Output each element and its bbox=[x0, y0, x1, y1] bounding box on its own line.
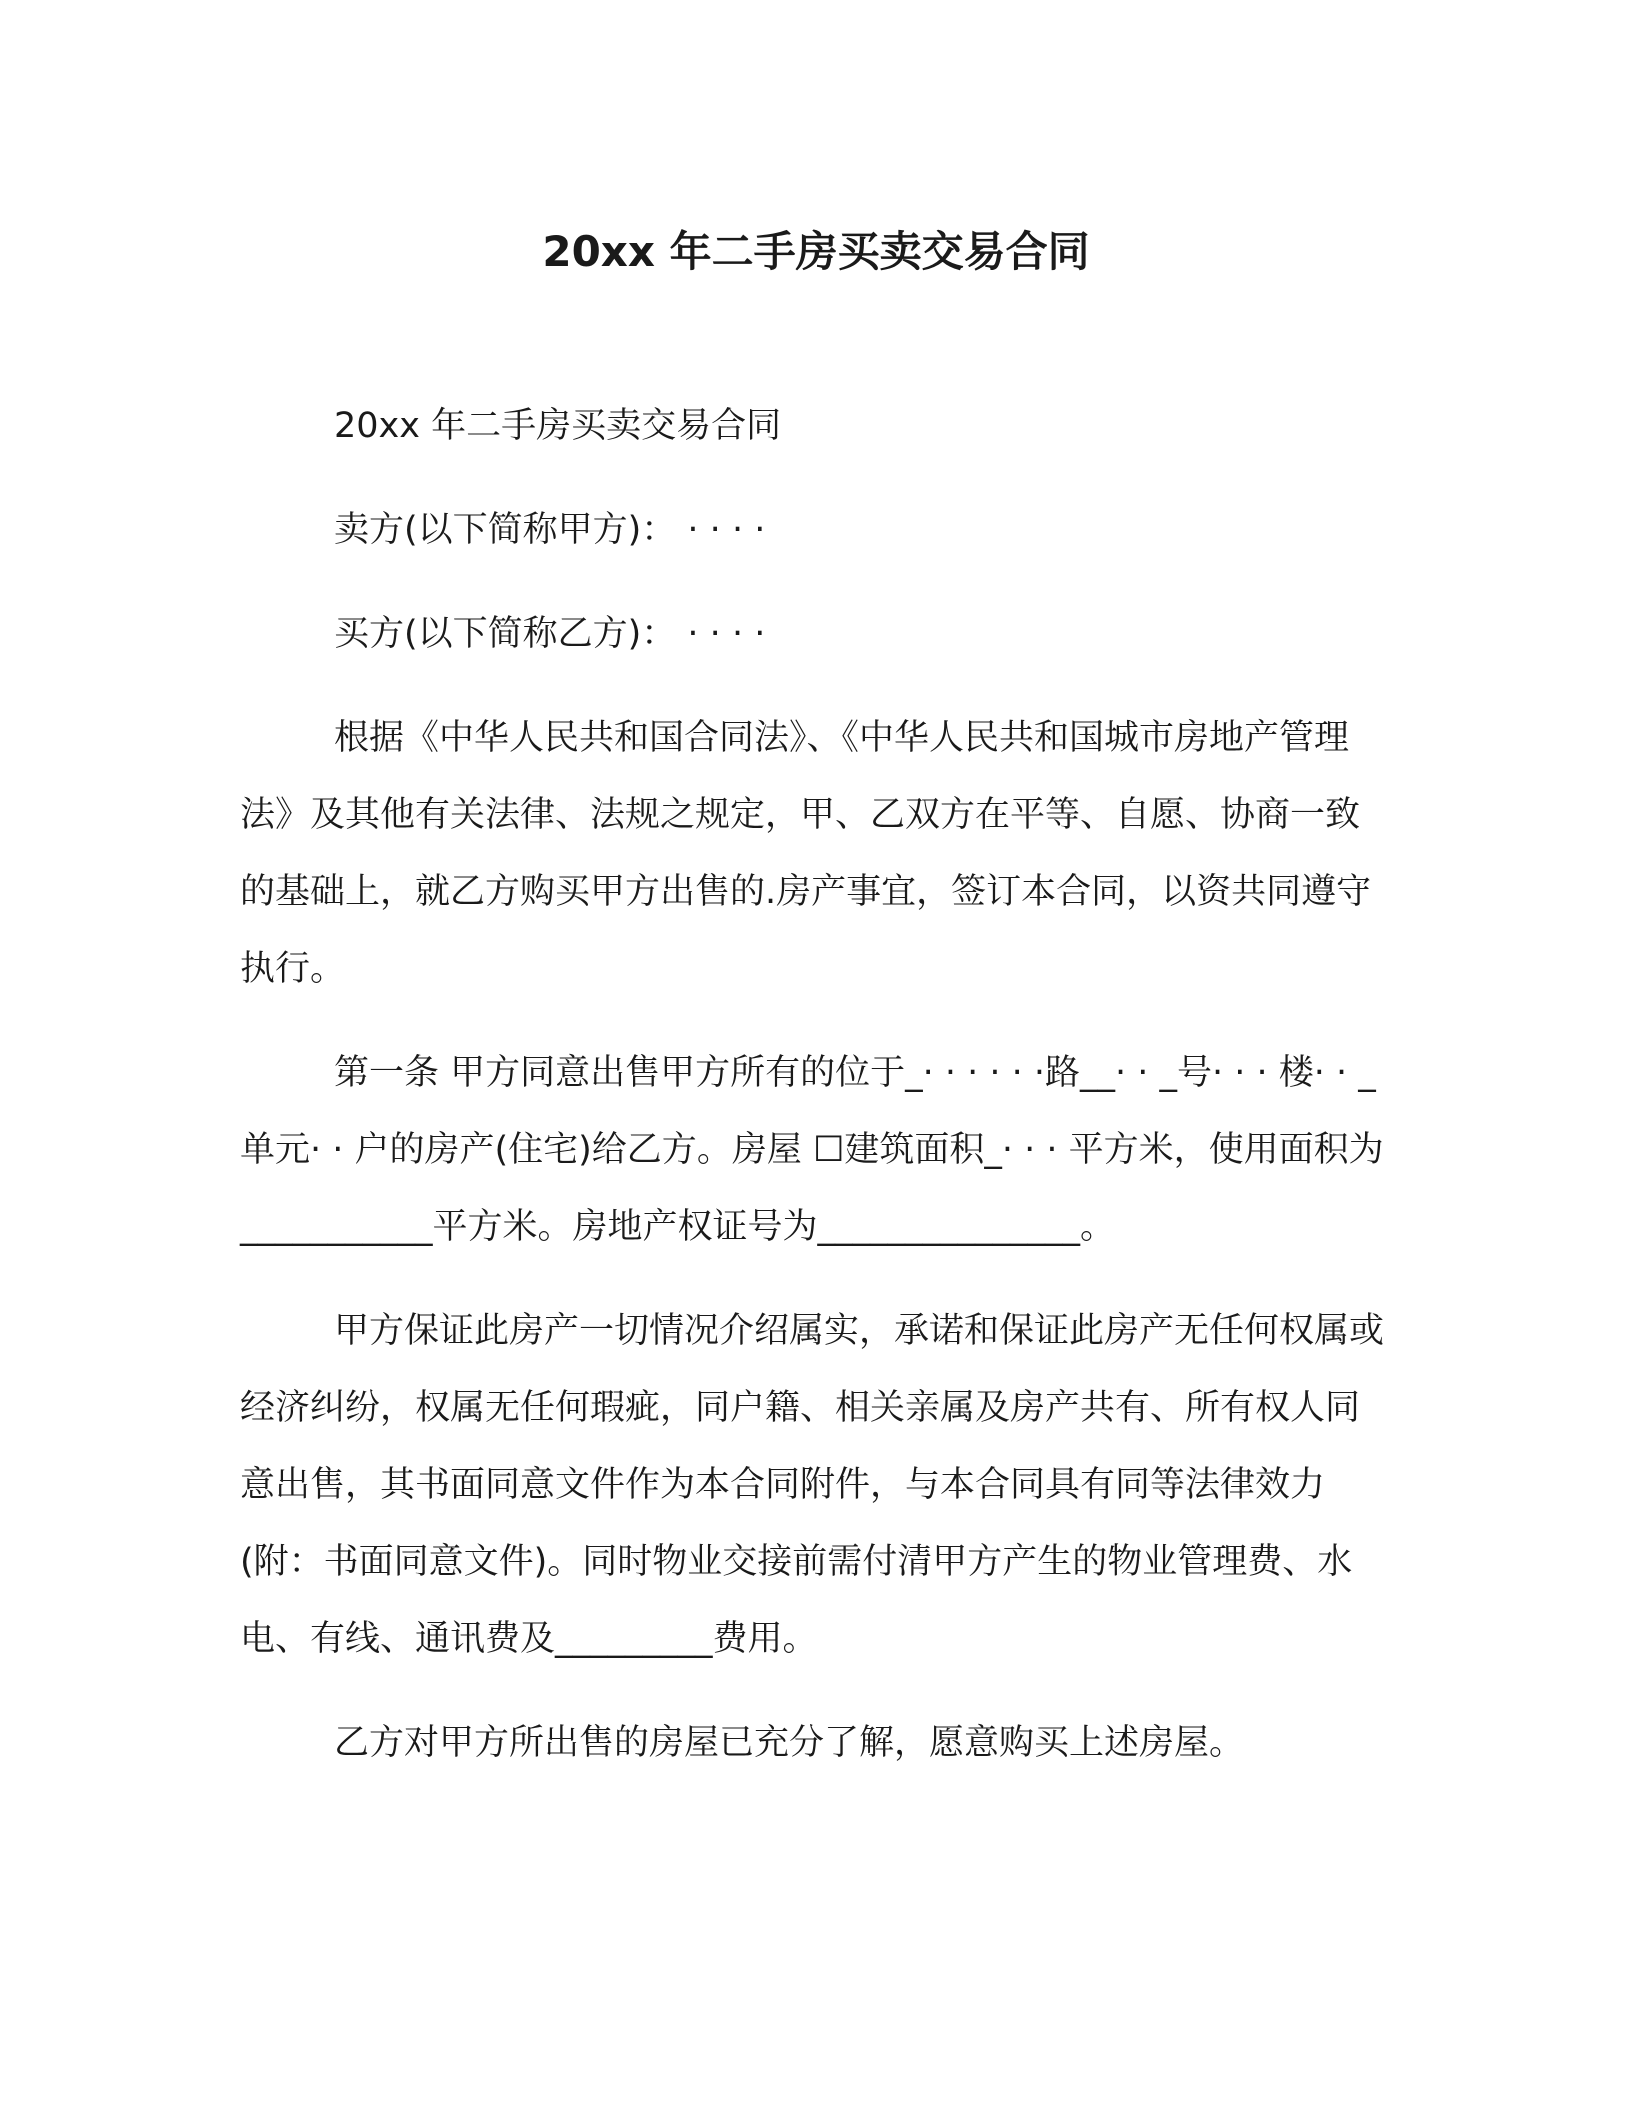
paragraph-legal-basis: 根据《中华人民共和国合同法》、《中华人民共和国城市房地产管理法》及其他有关法律、法规之规定，甲、乙双方在平等、自愿、协商一致的基础上，就乙方购买甲方出售的.房产事宜，签订本合同，以资共同遵守执行。 bbox=[240, 718, 1372, 989]
paragraph-article-one: 第一条 甲方同意出售甲方所有的位于_· · · · · ·路__· · _号· · · 楼· · _单元· · 户的房产(住宅)给乙方。房屋 ☐建筑面积_· · · 平方米，使用面积为___________平方米。房地产权证号为_______________。 bbox=[240, 1053, 1384, 1247]
paragraph-guarantee: 甲方保证此房产一切情况介绍属实，承诺和保证此房产无任何权属或经济纠纷，权属无任何瑕疵，同户籍、相关亲属及房产共有、所有权人同意出售，其书面同意文件作为本合同附件，与本合同具有同等法律效力(附：书面同意文件)。同时物业交接前需付清甲方产生的物业管理费、水电、有线、通讯费及_________费用。 bbox=[240, 1311, 1385, 1659]
document-body bbox=[240, 388, 1390, 1809]
paragraph-buyer: 买方(以下简称乙方)： · · · · bbox=[334, 614, 766, 654]
document-title: 20xx 年二手房买卖交易合同 bbox=[542, 227, 1090, 276]
paragraph-seller: 卖方(以下简称甲方)： · · · · bbox=[334, 510, 766, 550]
paragraph-buyer-acknowledgement: 乙方对甲方所出售的房屋已充分了解，愿意购买上述房屋。 bbox=[334, 1723, 1245, 1763]
paragraph-heading: 20xx 年二手房买卖交易合同 bbox=[334, 406, 782, 446]
